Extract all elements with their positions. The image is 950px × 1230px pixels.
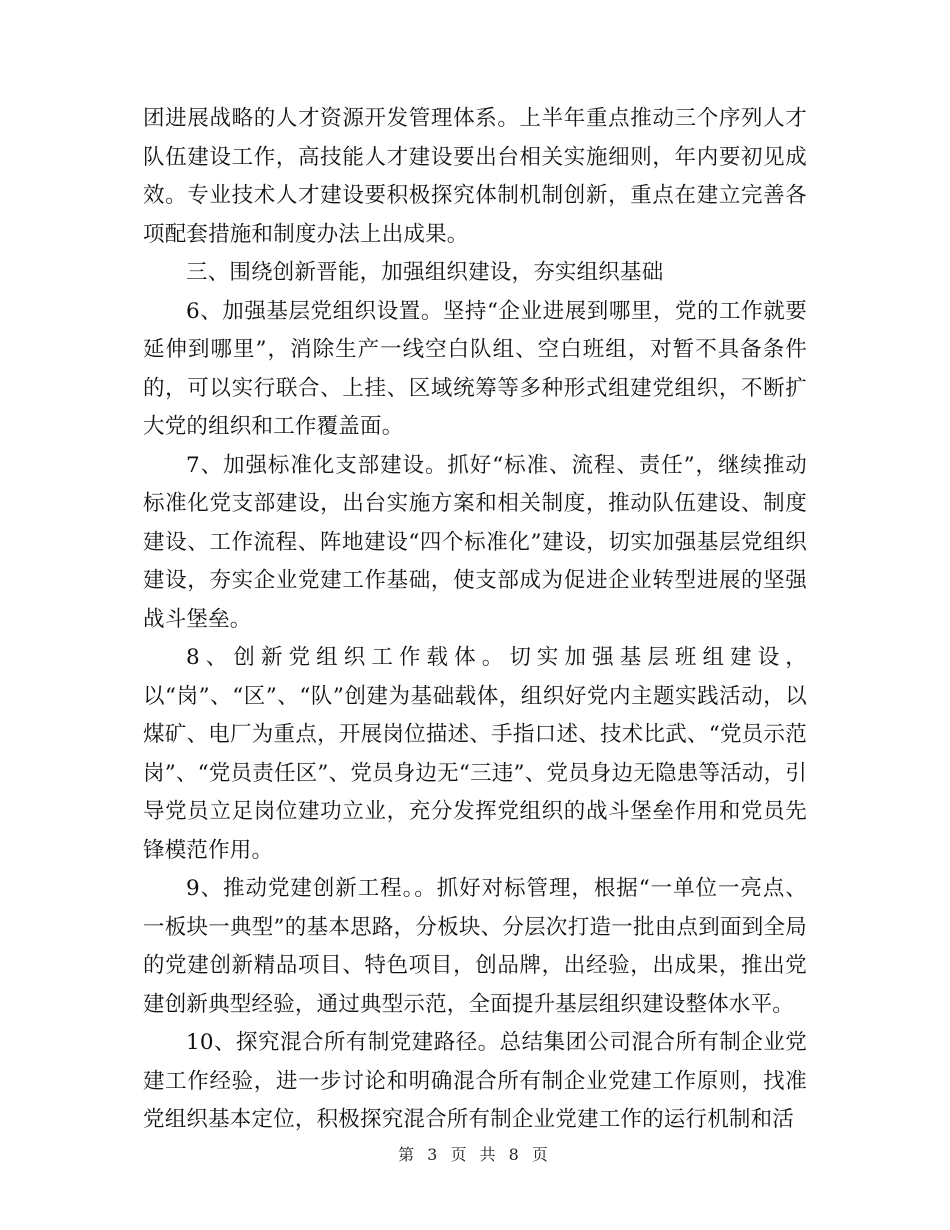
document-body — [143, 100, 807, 1140]
paragraph-item-10: 10、探究混合所有制党建路径。总结集团公司混合所有制企业党建工作经验，进一步讨论和明确混合所有制企业党建工作原则，找准党组织基本定位，积极探究混合所有制企业党建工作的运行机制和活 — [143, 1030, 807, 1132]
paragraph-continuation: 团进展战略的人才资源开发管理体系。上半年重点推动三个序列人才队伍建设工作，高技能人才建设要出台相关实施细则，年内要初见成效。专业技术人才建设要积极探究体制机制创新，重点在建立完善各项配套措施和制度办法上出成果。 — [143, 106, 807, 247]
paragraph-item-6: 6、加强基层党组织设置。坚持“企业进展到哪里，党的工作就要延伸到哪里”，消除生产一线空白队组、空白班组，对暂不具备条件的，可以实行联合、上挂、区域统筹等多种形式组建党组织，不断扩大党的组织和工作覆盖面。 — [143, 298, 807, 439]
page-number-footer: 第 3 页 共 8 页 — [398, 1145, 552, 1164]
paragraph-item-9: 9、推动党建创新工程。。抓好对标管理，根据“一单位一亮点、一板块一典型”的基本思路，分板块、分层次打造一批由点到面到全局的党建创新精品项目、特色项目，创品牌，出经验，出成果，推出党建创新典型经验，通过典型示范，全面提升基层组织建设整体水平。 — [143, 876, 807, 1017]
section-heading: 三、围绕创新晋能，加强组织建设，夯实组织基础 — [186, 260, 664, 285]
paragraph-item-8: 8、创新党组织工作载体。切实加强基层班组建设，以“岗”、“区”、“队”创建为基础载体，组织好党内主题实践活动，以煤矿、电厂为重点，开展岗位描述、手指口述、技术比武、“党员示范岗”、“党员责任区”、党员身边无“三违”、党员身边无隐患等活动，引导党员立足岗位建功立业，充分发挥党组织的战斗堡垒作用和党员先锋模范作用。 — [143, 645, 807, 863]
paragraph-item-7: 7、加强标准化支部建设。抓好“标准、流程、责任”，继续推动标准化党支部建设，出台实施方案和相关制度，推动队伍建设、制度建设、工作流程、阵地建设“四个标准化”建设，切实加强基层党组织建设，夯实企业党建工作基础，使支部成为促进企业转型进展的坚强战斗堡垒。 — [143, 452, 807, 632]
